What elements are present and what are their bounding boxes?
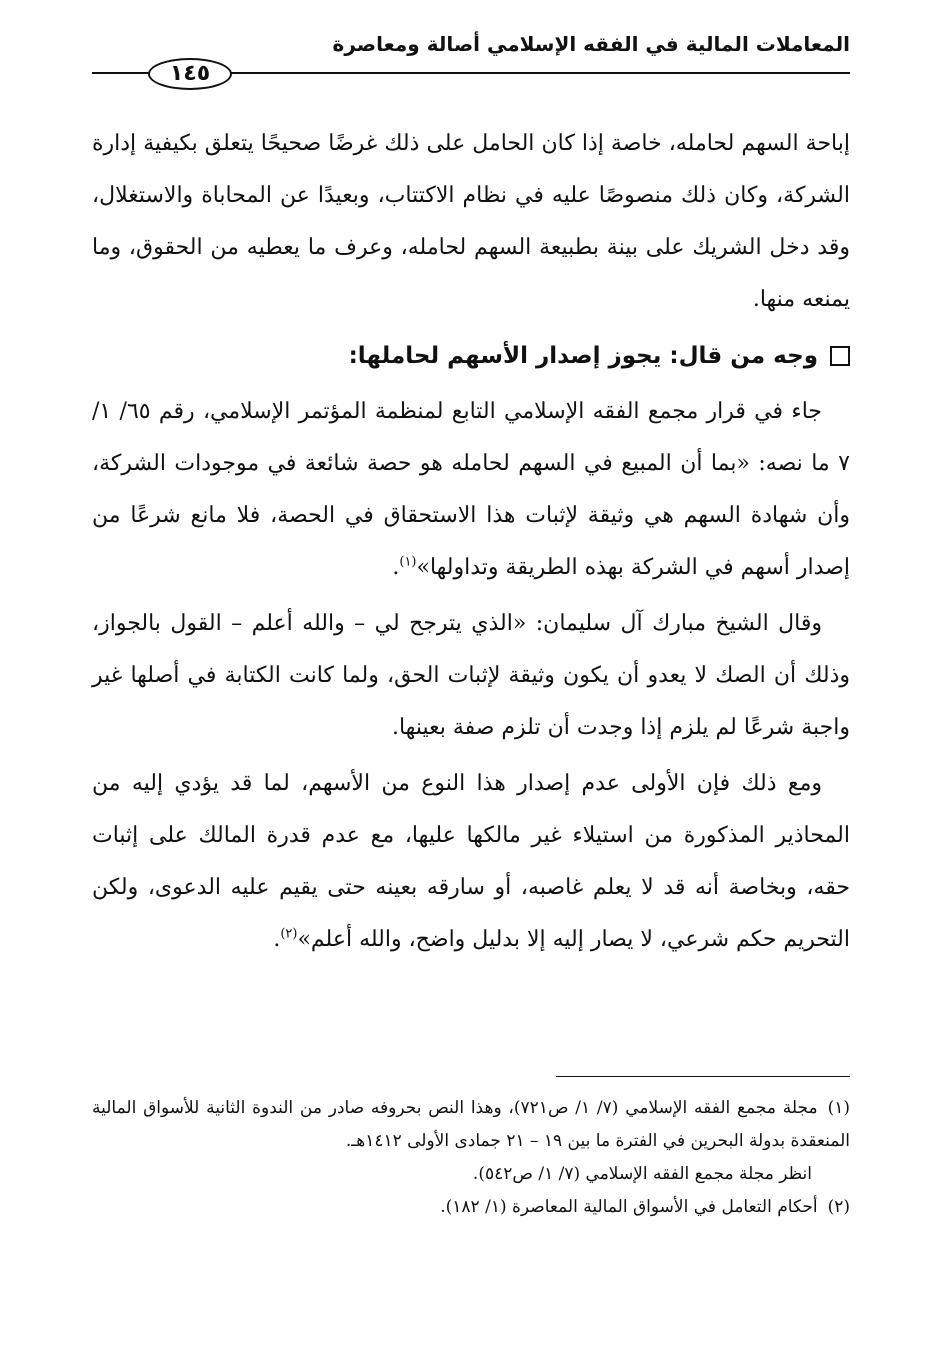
book-title: المعاملات المالية في الفقه الإسلامي أصالة ومعاصرة [332, 32, 850, 56]
paragraph-2-end: . [392, 555, 400, 580]
section-heading [92, 328, 850, 384]
footnote-1-text: مجلة مجمع الفقه الإسلامي (٧/ ١/ ص٧٢١)، وهذا النص بحروفه صادر من الندوة الثانية للأسواق المالية المنعقدة بدولة البحرين في الفترة ما بين ١٩ – ٢١ جمادى الأولى ١٤١٢هـ. [92, 1098, 850, 1151]
footnote-1-number: (١) [827, 1098, 850, 1118]
paragraph-1: إباحة السهم لحامله، خاصة إذا كان الحامل على ذلك غرضًا صحيحًا يتعلق بكيفية إدارة الشركة، وكان ذلك منصوصًا عليه في نظام الاكتتاب، وبعيدًا عن المحاباة والاستغلال، وقد دخل الشريك على بينة بطبيعة السهم لحامله، وعرف ما يعطيه من الحقوق، وما يمنعه منها. [92, 131, 850, 312]
paragraph-4 [92, 758, 850, 966]
main-text [92, 118, 850, 966]
footnote-1-continuation: انظر مجلة مجمع الفقه الإسلامي (٧/ ١/ ص٥٤٢). [472, 1164, 812, 1184]
paragraph-4-end: . [273, 927, 281, 952]
footnotes [92, 1092, 850, 1224]
section-heading-text: وجه من قال: يجوز إصدار الأسهم لحاملها: [348, 343, 818, 369]
footnote-2 [92, 1191, 850, 1224]
footnote-1 [92, 1092, 850, 1158]
paragraph-2-text: جاء في قرار مجمع الفقه الإسلامي التابع لمنظمة المؤتمر الإسلامي، رقم ٦٥/ ١/ ٧ ما نصه: «بما أن المبيع في السهم لحامله هو حصة شائعة في موجودات الشركة، وأن شهادة السهم هي وثيقة لإثبات هذا الاستحقاق في الحصة، فلا مانع شرعًا من إصدار أسهم في الشركة بهذه الطريقة وتداولها» [92, 399, 850, 580]
checkbox-square-icon [830, 346, 850, 366]
paragraph-3: وقال الشيخ مبارك آل سليمان: «الذي يترجح لي – والله أعلم – القول بالجواز، وذلك أن الصك لا يعدو أن يكون وثيقة لإثبات الحق، ولما كانت الكتابة في أصلها غير واجبة شرعًا لم يلزم إذا وجدت أن تلزم صفة بعينها. [92, 611, 850, 740]
footnote-ref-2[interactable]: (٢) [280, 926, 298, 942]
footnote-ref-1[interactable]: (١) [399, 554, 417, 570]
paragraph-4-text: ومع ذلك فإن الأولى عدم إصدار هذا النوع من الأسهم، لما قد يؤدي إليه من المحاذير المذكورة من استيلاء غير مالكها عليها، مع عدم قدرة المالك على إثبات حقه، وبخاصة أنه قد لا يعلم غاصبه، أو سارقه بعينه حتى يقيم عليه الدعوى، ولكن التحريم حكم شرعي، لا يصار إليه إلا بدليل واضح، والله أعلم» [92, 771, 850, 952]
page-number: ١٤٥ [148, 58, 232, 90]
footnote-2-number: (٢) [827, 1197, 850, 1217]
footnote-separator [556, 1076, 850, 1077]
footnote-2-text: أحكام التعامل في الأسواق المالية المعاصرة (١/ ١٨٢). [440, 1197, 818, 1217]
paragraph-2 [92, 386, 850, 594]
